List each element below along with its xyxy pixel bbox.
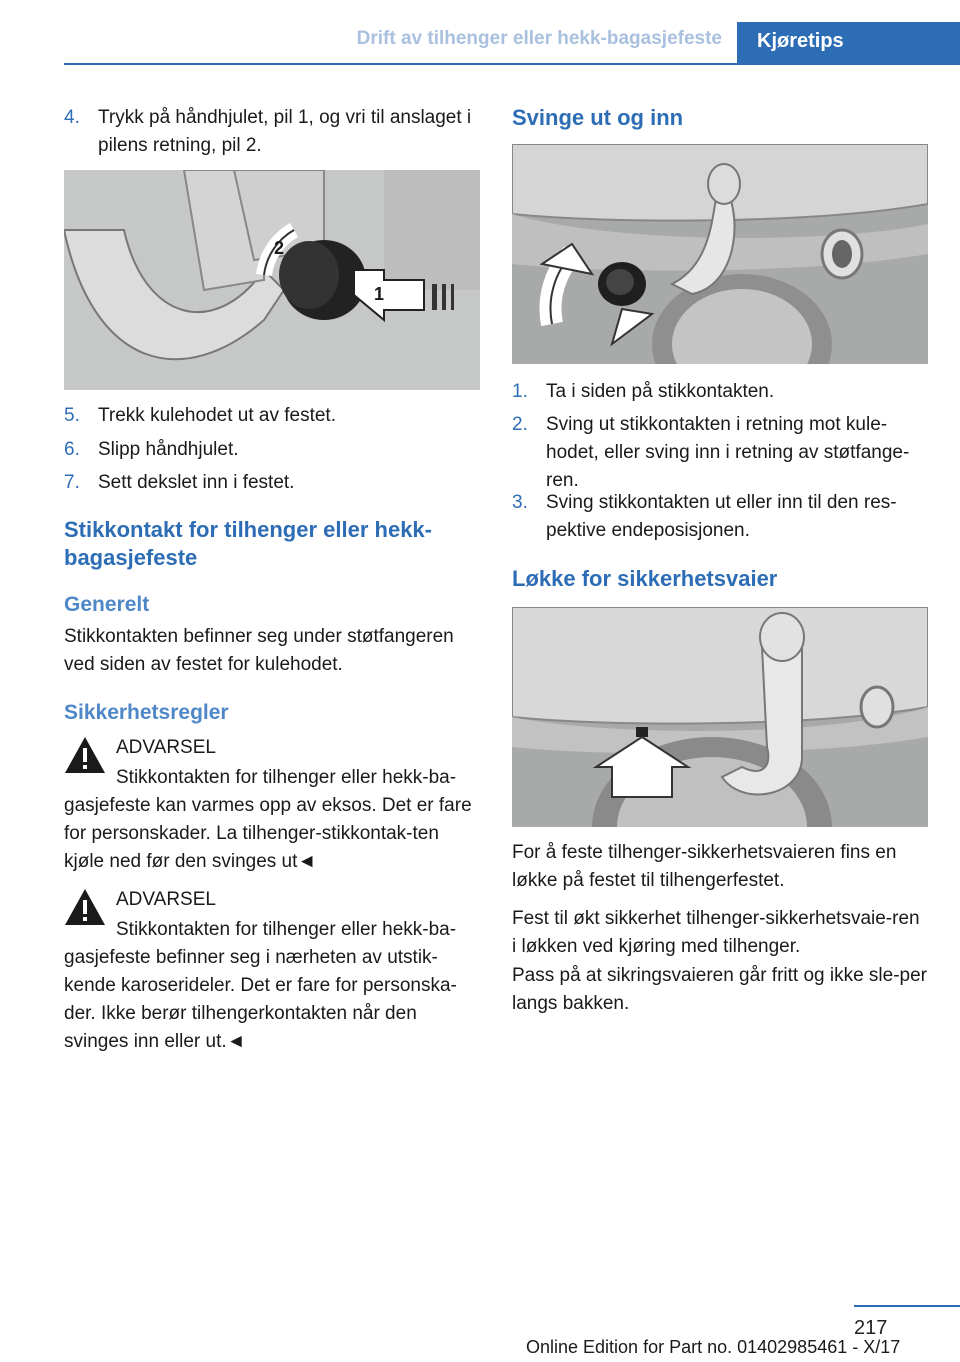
list-item-step-5	[64, 402, 482, 430]
edition-note: Online Edition for Part no. 01402985461 - X/17	[526, 1337, 901, 1357]
step-text: Sett dekslet inn i festet.	[98, 472, 295, 493]
figure-swing-socket	[512, 144, 928, 364]
figure-label-2: 2	[274, 238, 285, 258]
general-paragraph: Stikkontakten befinner seg under støtfangeren ved siden av festet for kulehodet.	[64, 626, 454, 675]
safety-loop-paragraph-2: Fest til økt sikkerhet tilhenger-sikkerhetsvaie-ren i løkken ved kjøring med tilhenger.	[512, 908, 920, 957]
list-item-step-1	[512, 378, 930, 406]
warning-text: Stikkontakten for tilhenger eller hekk-ba-gasjefeste kan varmes opp av eksos. Det er fare for personskader. La tilhenger-stikkontak-ten kjøle ned før den svinges ut◄	[64, 767, 472, 872]
step-text: Slipp håndhjulet.	[98, 439, 239, 460]
list-item-step-3	[512, 489, 930, 545]
handwheel-illustration	[64, 170, 480, 390]
swing-socket-illustration	[512, 144, 928, 364]
chapter-tab-label: Kjøretips	[757, 30, 844, 52]
step-text: Trykk på håndhjulet, pil 1, og vri til anslaget i pilens retning, pil 2.	[98, 107, 472, 156]
footer-rule	[854, 1305, 960, 1307]
section-heading-swing: Svinge ut og inn	[512, 105, 684, 130]
safety-loop-illustration	[512, 607, 928, 827]
step-number: 6.	[64, 439, 80, 460]
step-number: 7.	[64, 472, 80, 493]
step-number: 2.	[512, 414, 528, 435]
running-header-section: Drift av tilhenger eller hekk-bagasjefeste	[356, 28, 722, 49]
step-number: 3.	[512, 492, 528, 513]
list-item-step-2	[512, 411, 930, 495]
page-number: 217	[854, 1317, 888, 1339]
chapter-tab	[737, 22, 960, 63]
section-heading-trailer-socket: Stikkontakt for tilhenger eller hekk-bagasjefeste	[64, 517, 432, 570]
list-item-step-6	[64, 436, 482, 464]
step-text: Ta i siden på stikkontakten.	[546, 381, 775, 402]
list-item-step-7	[64, 469, 482, 497]
safety-loop-paragraph-1: For å feste tilhenger-sikkerhetsvaieren fins en løkke på festet til tilhengerfestet.	[512, 842, 897, 891]
header-rule	[64, 63, 960, 65]
figure-handwheel	[64, 170, 480, 390]
figure-safety-loop	[512, 607, 928, 827]
step-number: 5.	[64, 405, 80, 426]
step-text: Sving ut stikkontakten i retning mot kule-hodet, eller sving inn i retning av støtfange-ren.	[546, 414, 910, 491]
warning-text: Stikkontakten for tilhenger eller hekk-ba-gasjefeste befinner seg i nærheten av utstik-kende karoserideler. Det er fare for personska-der. Ikke berør tilhengerkontakten når den svinges inn eller ut.◄	[64, 919, 457, 1052]
step-text: Sving stikkontakten ut eller inn til den res-pektive endeposisjonen.	[546, 492, 897, 541]
safety-loop-paragraph-3: Pass på at sikringsvaieren går fritt og ikke sle-per langs bakken.	[512, 965, 928, 1014]
list-item-step-4	[64, 104, 482, 160]
step-text: Trekk kulehodet ut av festet.	[98, 405, 336, 426]
subheading-general: Generelt	[64, 593, 150, 616]
step-number: 4.	[64, 107, 80, 128]
section-heading-safety-loop: Løkke for sikkerhetsvaier	[512, 566, 778, 591]
warning-title: ADVARSEL	[116, 889, 216, 910]
warning-title: ADVARSEL	[116, 737, 216, 758]
figure-label-1: 1	[374, 284, 385, 304]
step-number: 1.	[512, 381, 528, 402]
subheading-safety: Sikkerhetsregler	[64, 701, 229, 724]
